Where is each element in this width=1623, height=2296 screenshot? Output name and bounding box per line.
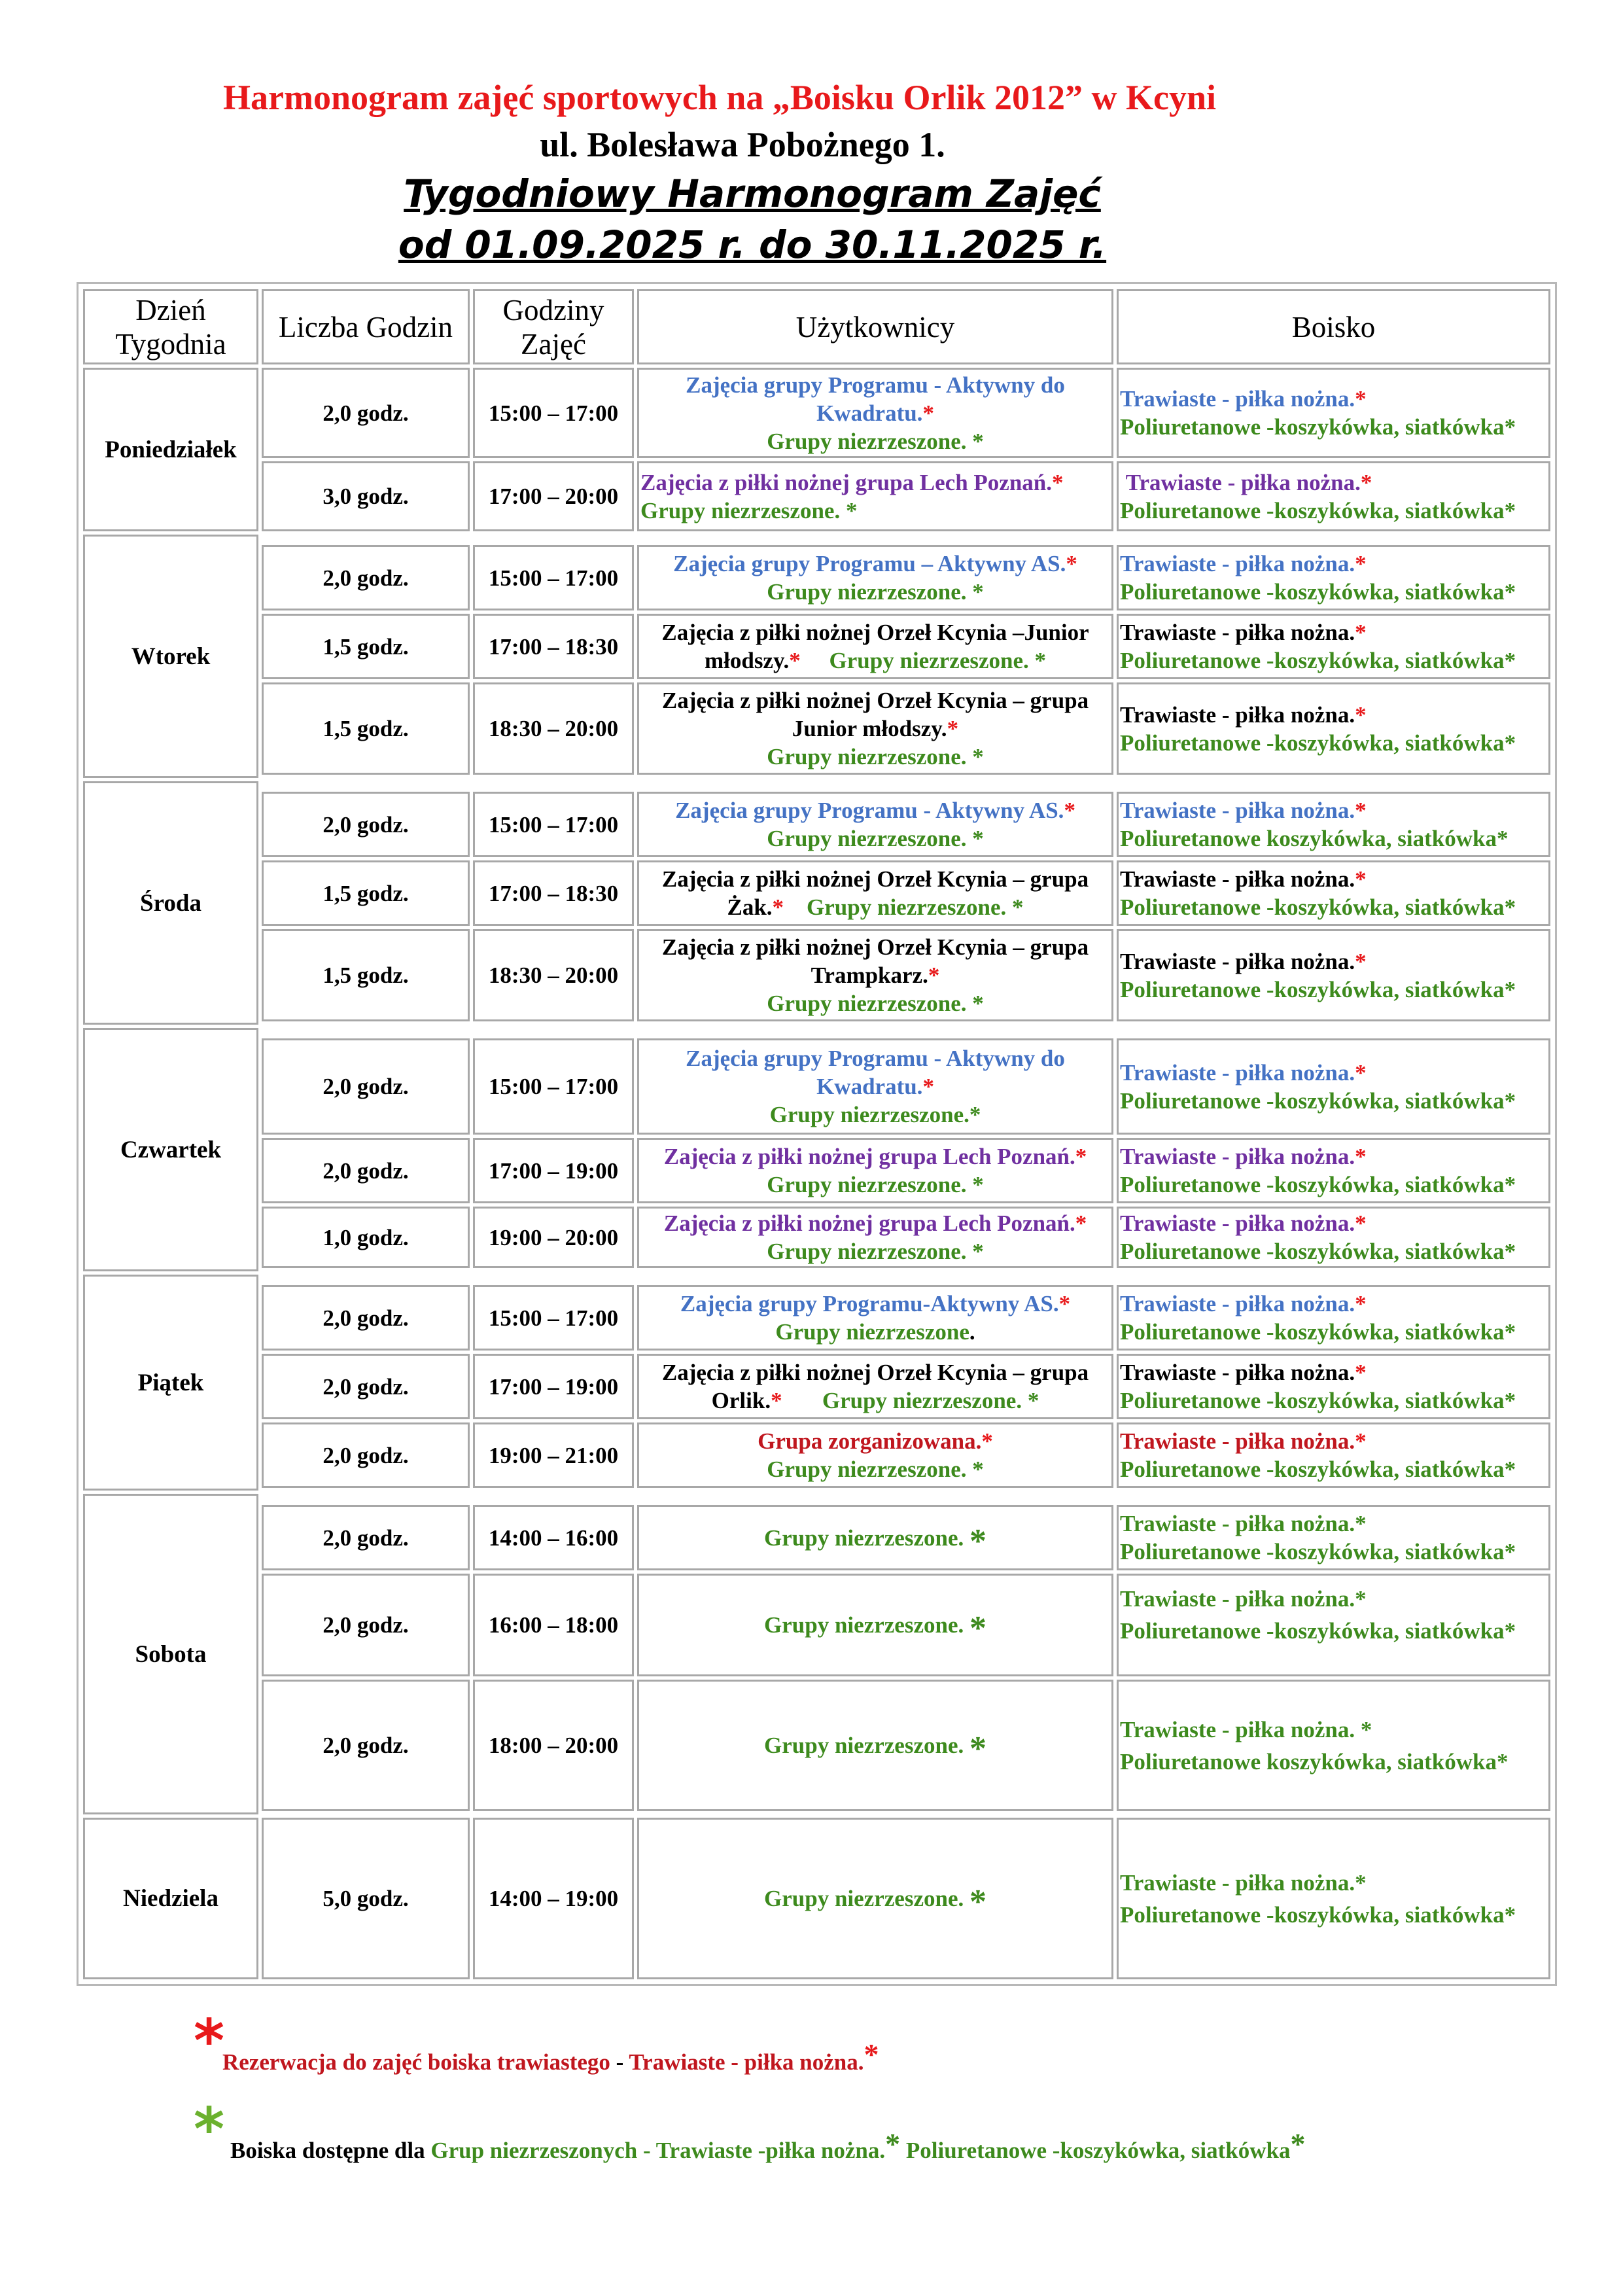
poly-field-label: Poliuretanowe koszykówka, siatkówka bbox=[1120, 1748, 1497, 1775]
unaffiliated-groups: Grupy niezrzeszone. bbox=[767, 1172, 967, 1197]
star-marker: * bbox=[1355, 620, 1367, 645]
time-value: 15:00 – 17:00 bbox=[488, 565, 619, 591]
day-label: Poniedziałek bbox=[105, 436, 237, 463]
star-marker: * bbox=[1504, 1539, 1516, 1564]
hours-cell bbox=[262, 1207, 470, 1268]
hours-cell bbox=[262, 461, 470, 531]
star-marker: * bbox=[1504, 579, 1516, 605]
user-group-text: Zajęcia z piłki nożnej Orzeł Kcynia – grupa bbox=[661, 866, 1089, 892]
star-marker: * bbox=[1360, 469, 1372, 495]
header-times-line2: Zajęć bbox=[521, 327, 586, 361]
grass-field-label: Trawiaste - piłka nożna. bbox=[1120, 1291, 1355, 1316]
hours-value: 2,0 godz. bbox=[323, 1074, 409, 1099]
star-marker: * bbox=[1504, 1319, 1516, 1345]
user-group-text: Zajęcia z piłki nożnej grupa Lech Poznań. bbox=[663, 1144, 1075, 1169]
star-marker: * bbox=[1355, 701, 1367, 728]
users-cell bbox=[637, 368, 1113, 458]
hours-cell bbox=[262, 682, 470, 775]
user-group-text: Zajęcia grupy Programu - Aktywny AS. bbox=[675, 798, 1064, 823]
time-value: 18:30 – 20:00 bbox=[488, 716, 619, 741]
star-marker: * bbox=[972, 579, 984, 605]
star-marker: * bbox=[1504, 894, 1516, 920]
day-tuesday bbox=[83, 535, 258, 778]
time-value: 19:00 – 21:00 bbox=[488, 1442, 619, 1468]
header-hours bbox=[262, 289, 470, 364]
star-marker: * bbox=[1066, 551, 1077, 576]
time-cell bbox=[473, 368, 634, 458]
star-marker: * bbox=[1064, 798, 1075, 823]
star-marker: * bbox=[1355, 1144, 1367, 1169]
time-value: 14:00 – 19:00 bbox=[488, 1886, 619, 1911]
star-marker: * bbox=[789, 648, 801, 673]
star-marker: * bbox=[1504, 730, 1516, 756]
star-marker: * bbox=[1355, 1428, 1367, 1454]
user-group-text: Żak. bbox=[727, 894, 773, 920]
grass-field-label: Trawiaste - piłka nożna. bbox=[1120, 701, 1355, 728]
time-value: 16:00 – 18:00 bbox=[488, 1612, 619, 1638]
hours-cell bbox=[262, 1505, 470, 1570]
star-marker: * bbox=[1355, 1869, 1367, 1896]
star-marker: * bbox=[772, 894, 784, 920]
hours-cell bbox=[262, 1680, 470, 1811]
hours-value: 2,0 godz. bbox=[323, 1157, 409, 1184]
user-group-text: Zajęcia z piłki nożnej grupa Lech Poznań. bbox=[640, 469, 1053, 495]
address: ul. Bolesława Pobożnego 1. bbox=[540, 125, 945, 164]
grass-field-label: Trawiaste - piłka nożna. bbox=[1120, 1511, 1355, 1536]
star-marker: * bbox=[1012, 894, 1024, 920]
hours-value: 2,0 godz. bbox=[323, 1442, 409, 1468]
time-value: 14:00 – 16:00 bbox=[488, 1525, 619, 1551]
day-thursday bbox=[83, 1028, 258, 1271]
poly-field-label: Poliuretanowe -koszykówka, siatkówka bbox=[1120, 894, 1505, 920]
star-marker: * bbox=[1355, 1291, 1367, 1316]
header-times-line1: Godziny bbox=[502, 293, 604, 327]
field-cell bbox=[1117, 929, 1550, 1021]
hours-cell bbox=[262, 1038, 470, 1135]
grass-field-label: Trawiaste - piłka nożna. bbox=[1120, 551, 1355, 576]
schedule-period: od 01.09.2025 r. do 30.11.2025 r. bbox=[398, 222, 1107, 267]
unaffiliated-groups: Grupy niezrzeszone. bbox=[767, 744, 967, 769]
user-group-text: Zajęcia z piłki nożnej Orzeł Kcynia – grupa bbox=[661, 688, 1089, 713]
users-cell bbox=[637, 1038, 1113, 1135]
user-group-text: Junior młodszy. bbox=[792, 716, 947, 741]
star-marker: * bbox=[1034, 648, 1047, 673]
time-cell bbox=[473, 860, 634, 926]
hours-value: 2,0 godz. bbox=[323, 1525, 409, 1551]
time-cell bbox=[473, 1207, 634, 1268]
hours-value: 1,0 godz. bbox=[323, 1224, 409, 1250]
hours-value: 5,0 godz. bbox=[323, 1886, 409, 1911]
grass-field-label: Trawiaste - piłka nożna. bbox=[1120, 948, 1355, 974]
time-value: 18:30 – 20:00 bbox=[488, 963, 619, 988]
star-marker: * bbox=[1052, 469, 1064, 495]
poly-field-label: Poliuretanowe -koszykówka, siatkówka bbox=[1120, 1457, 1505, 1482]
poly-field-label: Poliuretanowe -koszykówka, siatkówka bbox=[1120, 414, 1505, 440]
time-value: 18:00 – 20:00 bbox=[488, 1733, 619, 1758]
hours-value: 1,5 godz. bbox=[323, 716, 409, 741]
hours-value: 2,0 godz. bbox=[323, 1612, 409, 1638]
user-group-text: Grupa zorganizowana. bbox=[758, 1428, 982, 1454]
star-marker: * bbox=[1058, 1291, 1071, 1316]
users-cell bbox=[637, 860, 1113, 926]
poly-field-label: Poliuretanowe -koszykówka, siatkówka bbox=[1120, 976, 1505, 1002]
users-cell bbox=[637, 1207, 1113, 1268]
header-field-label: Boisko bbox=[1291, 310, 1376, 344]
field-cell bbox=[1117, 1574, 1550, 1676]
unaffiliated-groups: Grupy niezrzeszone. bbox=[767, 579, 967, 605]
grass-field-label: Trawiaste - piłka nożna. bbox=[1120, 386, 1355, 412]
star-marker: * bbox=[771, 1388, 782, 1413]
field-cell bbox=[1117, 1422, 1550, 1488]
poly-field-label: Poliuretanowe koszykówka, siatkówka bbox=[1120, 826, 1497, 851]
users-cell bbox=[637, 1422, 1113, 1488]
users-cell bbox=[637, 682, 1113, 775]
hours-value: 1,5 godz. bbox=[323, 963, 409, 988]
star-marker: * bbox=[1504, 1087, 1516, 1114]
grass-field-label: Trawiaste - piłka nożna. bbox=[1120, 798, 1355, 823]
field-cell bbox=[1117, 860, 1550, 926]
user-group-text: Kwadratu. bbox=[816, 1074, 923, 1099]
star-marker: * bbox=[1504, 1172, 1516, 1197]
grass-field-label: Trawiaste - piłka nożna. bbox=[1120, 1869, 1355, 1896]
unaffiliated-groups: Grupy niezrzeszone. bbox=[640, 497, 841, 523]
hours-cell bbox=[262, 1422, 470, 1488]
unaffiliated-groups: Grupy niezrzeszone. bbox=[764, 1733, 964, 1758]
time-cell bbox=[473, 461, 634, 531]
unaffiliated-groups: Grupy niezrzeszone. bbox=[767, 826, 967, 851]
field-cell bbox=[1117, 1207, 1550, 1268]
star-marker: * bbox=[1504, 497, 1516, 523]
field-cell bbox=[1117, 1818, 1550, 1979]
unaffiliated-groups: Grupy niezrzeszone. bbox=[764, 1612, 964, 1638]
star-marker: * bbox=[969, 1610, 986, 1647]
user-group-text: Kwadratu. bbox=[816, 400, 923, 426]
field-cell bbox=[1117, 1138, 1550, 1203]
unaffiliated-groups: Grupy niezrzeszone. bbox=[767, 1239, 967, 1264]
day-sunday bbox=[83, 1818, 258, 1979]
header-times bbox=[473, 289, 634, 364]
poly-field-label: Poliuretanowe -koszykówka, siatkówka bbox=[1120, 1539, 1505, 1564]
hours-cell bbox=[262, 929, 470, 1021]
grass-field-label: Trawiaste - piłka nożna. bbox=[1120, 1428, 1355, 1454]
schedule-subtitle: Tygodniowy Harmonogram Zajęć bbox=[404, 171, 1101, 216]
legend-available-text: Boiska dostępne dla bbox=[230, 2138, 431, 2163]
user-group-text: Zajęcia z piłki nożnej Orzeł Kcynia – grupa bbox=[661, 934, 1089, 960]
legend-grass-text: Trawiaste -piłka nożna. bbox=[655, 2138, 886, 2163]
star-marker: * bbox=[972, 1172, 984, 1197]
field-cell bbox=[1117, 792, 1550, 857]
time-cell bbox=[473, 1138, 634, 1203]
unaffiliated-groups: Grupy niezrzeszone. bbox=[764, 1525, 964, 1551]
period-mark: . bbox=[969, 1319, 975, 1345]
page-title: Harmonogram zajęć sportowych na „Boisku Orlik 2012” w Kcyni bbox=[223, 78, 1216, 117]
poly-field-label: Poliuretanowe -koszykówka, siatkówka bbox=[1120, 1618, 1505, 1644]
header-day bbox=[83, 289, 258, 364]
hours-value: 2,0 godz. bbox=[323, 1733, 409, 1758]
grass-field-label: Trawiaste - piłka nożna. bbox=[1120, 620, 1355, 645]
star-marker: * bbox=[1290, 2127, 1306, 2161]
grass-field-label: Trawiaste - piłka nożna. bbox=[1120, 1144, 1355, 1169]
day-label: Niedziela bbox=[123, 1885, 218, 1912]
red-asterisk-icon: * bbox=[194, 2007, 225, 2075]
hours-cell bbox=[262, 1354, 470, 1419]
day-saturday bbox=[83, 1494, 258, 1814]
field-cell bbox=[1117, 545, 1550, 610]
star-marker: * bbox=[972, 991, 984, 1016]
star-marker: * bbox=[972, 826, 984, 851]
time-cell bbox=[473, 1422, 634, 1488]
star-marker: * bbox=[1504, 1388, 1516, 1413]
time-cell bbox=[473, 1038, 634, 1135]
users-cell bbox=[637, 545, 1113, 610]
user-group-text: Zajęcia z piłki nożnej Orzeł Kcynia –Junior bbox=[661, 620, 1089, 645]
unaffiliated-groups: Grupy niezrzeszone. bbox=[829, 648, 1029, 673]
star-marker: * bbox=[972, 428, 984, 454]
legend-reservation-text: Rezerwacja do zajęć boiska trawiastego bbox=[222, 2049, 610, 2075]
star-marker: * bbox=[1360, 1716, 1372, 1742]
unaffiliated-groups: Grupy niezrzeszone. bbox=[767, 1457, 967, 1482]
user-group-text: Zajęcia grupy Programu-Aktywny AS. bbox=[680, 1291, 1059, 1316]
field-cell bbox=[1117, 1354, 1550, 1419]
poly-field-label: Poliuretanowe -koszykówka, siatkówka bbox=[1120, 1172, 1505, 1197]
time-value: 15:00 – 17:00 bbox=[488, 811, 619, 838]
time-cell bbox=[473, 614, 634, 679]
grass-field-label: Trawiaste - piłka nożna. bbox=[1120, 866, 1355, 892]
star-marker: * bbox=[972, 1457, 984, 1482]
grass-field-label: Trawiaste - piłka nożna. bbox=[1125, 469, 1361, 495]
star-marker: * bbox=[928, 963, 940, 988]
field-cell bbox=[1117, 1680, 1550, 1811]
field-cell bbox=[1117, 682, 1550, 775]
time-value: 15:00 – 17:00 bbox=[488, 1074, 619, 1099]
star-marker: * bbox=[1355, 866, 1367, 892]
users-cell bbox=[637, 1138, 1113, 1203]
hours-value: 2,0 godz. bbox=[323, 811, 409, 838]
star-marker: * bbox=[1496, 1748, 1509, 1775]
time-cell bbox=[473, 1354, 634, 1419]
header-field bbox=[1117, 289, 1550, 364]
poly-field-label: Poliuretanowe -koszykówka, siatkówka bbox=[1120, 579, 1505, 605]
hours-value: 2,0 godz. bbox=[323, 565, 409, 591]
poly-field-label: Poliuretanowe -koszykówka, siatkówka bbox=[1120, 730, 1505, 756]
users-cell bbox=[637, 1354, 1113, 1419]
hours-value: 2,0 godz. bbox=[323, 400, 409, 426]
star-marker: * bbox=[1355, 948, 1367, 974]
time-cell bbox=[473, 545, 634, 610]
user-group-text: Zajęcia grupy Programu - Aktywny do bbox=[686, 1046, 1065, 1071]
day-monday bbox=[83, 368, 258, 531]
field-cell bbox=[1117, 368, 1550, 458]
poly-field-label: Poliuretanowe -koszykówka, siatkówka bbox=[1120, 1319, 1505, 1345]
time-value: 17:00 – 18:30 bbox=[488, 880, 619, 906]
star-marker: * bbox=[981, 1428, 993, 1454]
star-marker: * bbox=[1075, 1144, 1087, 1169]
users-cell bbox=[637, 792, 1113, 857]
users-cell bbox=[637, 929, 1113, 1021]
poly-field-label: Poliuretanowe -koszykówka, siatkówka bbox=[1120, 648, 1505, 673]
hours-cell bbox=[262, 792, 470, 857]
unaffiliated-groups: Grupy niezrzeszone. bbox=[764, 1886, 964, 1911]
hours-cell bbox=[262, 545, 470, 610]
users-cell bbox=[637, 1574, 1113, 1676]
field-cell bbox=[1117, 461, 1550, 531]
star-marker: * bbox=[922, 400, 934, 426]
day-label: Sobota bbox=[135, 1640, 207, 1668]
star-marker: * bbox=[1355, 1586, 1367, 1612]
legend-reservation bbox=[194, 2007, 1109, 2077]
users-cell bbox=[637, 1505, 1113, 1570]
grass-field-label: Trawiaste - piłka nożna. bbox=[1120, 1716, 1361, 1742]
hours-cell bbox=[262, 1818, 470, 1979]
unaffiliated-groups: Grupy niezrzeszone. bbox=[769, 1102, 969, 1127]
star-marker: * bbox=[972, 1239, 984, 1264]
star-marker: * bbox=[1504, 1239, 1516, 1264]
grass-field-label: Trawiaste - piłka nożna. bbox=[1120, 1059, 1355, 1086]
star-marker: * bbox=[969, 1522, 986, 1560]
day-label: Czwartek bbox=[120, 1136, 222, 1163]
field-cell bbox=[1117, 1285, 1550, 1351]
poly-field-label: Poliuretanowe -koszykówka, siatkówka bbox=[1120, 1239, 1505, 1264]
star-marker: * bbox=[845, 497, 858, 523]
star-marker: * bbox=[1355, 1059, 1367, 1086]
star-marker: * bbox=[1355, 386, 1367, 412]
user-group-text: Zajęcia grupy Programu – Aktywny AS. bbox=[673, 551, 1066, 576]
users-cell bbox=[637, 614, 1113, 679]
star-marker: * bbox=[969, 1102, 981, 1127]
hours-cell bbox=[262, 1574, 470, 1676]
user-group-text: Zajęcia z piłki nożnej Orzeł Kcynia – grupa bbox=[661, 1360, 1089, 1385]
day-friday bbox=[83, 1275, 258, 1491]
time-cell bbox=[473, 682, 634, 775]
users-cell bbox=[637, 1818, 1113, 1979]
star-marker: * bbox=[1504, 1457, 1516, 1482]
star-marker: * bbox=[1355, 798, 1367, 823]
time-cell bbox=[473, 929, 634, 1021]
header-day-line2: Tygodnia bbox=[115, 327, 226, 361]
time-cell bbox=[473, 1818, 634, 1979]
star-marker: * bbox=[1355, 1511, 1367, 1536]
star-marker: * bbox=[969, 1883, 986, 1920]
time-cell bbox=[473, 1285, 634, 1351]
time-value: 17:00 – 18:30 bbox=[488, 633, 619, 660]
star-marker: * bbox=[922, 1074, 934, 1099]
user-group-text: Zajęcia grupy Programu - Aktywny do bbox=[686, 372, 1065, 398]
star-marker: * bbox=[947, 716, 959, 741]
hours-value: 3,0 godz. bbox=[323, 484, 409, 509]
hours-value: 1,5 godz. bbox=[323, 633, 409, 660]
legend-separator: - bbox=[610, 2049, 629, 2075]
user-group-text: Zajęcia z piłki nożnej grupa Lech Poznań. bbox=[663, 1210, 1075, 1236]
legend-unaffiliated bbox=[194, 2095, 1437, 2166]
time-value: 17:00 – 19:00 bbox=[488, 1157, 619, 1184]
time-cell bbox=[473, 1680, 634, 1811]
star-marker: * bbox=[864, 2038, 879, 2071]
star-marker: * bbox=[1504, 1901, 1516, 1928]
hours-cell bbox=[262, 614, 470, 679]
user-group-text: Trampkarz. bbox=[811, 963, 928, 988]
star-marker: * bbox=[1355, 551, 1367, 576]
hours-cell bbox=[262, 1285, 470, 1351]
star-marker: * bbox=[1355, 1210, 1367, 1236]
star-marker: * bbox=[1355, 1360, 1367, 1385]
hours-cell bbox=[262, 860, 470, 926]
star-marker: * bbox=[1504, 414, 1516, 440]
users-cell bbox=[637, 1680, 1113, 1811]
day-label: Wtorek bbox=[131, 643, 211, 670]
unaffiliated-groups: Grupy niezrzeszone. bbox=[767, 991, 967, 1016]
hours-value: 1,5 godz. bbox=[323, 880, 409, 906]
star-marker: * bbox=[885, 2127, 901, 2161]
time-value: 15:00 – 17:00 bbox=[488, 1305, 619, 1331]
time-value: 17:00 – 20:00 bbox=[488, 484, 619, 509]
hours-value: 2,0 godz. bbox=[323, 1373, 409, 1400]
user-group-text: Orlik. bbox=[711, 1388, 771, 1413]
star-marker: * bbox=[969, 1730, 986, 1767]
users-cell bbox=[637, 1285, 1113, 1351]
grass-field-label: Trawiaste - piłka nożna. bbox=[1120, 1360, 1355, 1385]
grass-field-label: Trawiaste - piłka nożna. bbox=[1120, 1586, 1355, 1612]
hours-cell bbox=[262, 368, 470, 458]
star-marker: * bbox=[1504, 648, 1516, 673]
star-marker: * bbox=[1027, 1388, 1039, 1413]
legend-unaffiliated-text: Grup niezrzeszonych - bbox=[430, 2138, 656, 2163]
field-cell bbox=[1117, 614, 1550, 679]
field-cell bbox=[1117, 1038, 1550, 1135]
legend-poly-text: Poliuretanowe -koszykówka, siatkówka bbox=[900, 2138, 1291, 2163]
poly-field-label: Poliuretanowe -koszykówka, siatkówka bbox=[1120, 1901, 1505, 1928]
time-value: 17:00 – 19:00 bbox=[488, 1373, 619, 1400]
poly-field-label: Poliuretanowe -koszykówka, siatkówka bbox=[1120, 497, 1505, 523]
hours-value: 2,0 godz. bbox=[323, 1305, 409, 1331]
star-marker: * bbox=[1075, 1210, 1087, 1236]
legend-grass-text: Trawiaste - piłka nożna. bbox=[629, 2049, 864, 2075]
time-value: 19:00 – 20:00 bbox=[488, 1224, 619, 1250]
header-users bbox=[637, 289, 1113, 364]
poly-field-label: Poliuretanowe -koszykówka, siatkówka bbox=[1120, 1388, 1505, 1413]
hours-cell bbox=[262, 1138, 470, 1203]
header-hours-label: Liczba Godzin bbox=[278, 310, 453, 344]
star-marker: * bbox=[972, 744, 984, 769]
star-marker: * bbox=[1504, 976, 1516, 1002]
day-wednesday bbox=[83, 781, 258, 1025]
time-value: 15:00 – 17:00 bbox=[488, 400, 619, 426]
users-cell bbox=[637, 461, 1113, 531]
green-asterisk-icon: * bbox=[194, 2095, 225, 2164]
header-users-label: Użytkownicy bbox=[795, 310, 955, 344]
field-cell bbox=[1117, 1505, 1550, 1570]
user-group-text: młodszy. bbox=[704, 648, 790, 673]
day-label: Piątek bbox=[137, 1369, 204, 1396]
unaffiliated-groups: Grupy niezrzeszone. bbox=[822, 1388, 1022, 1413]
unaffiliated-groups: Grupy niezrzeszone bbox=[775, 1319, 969, 1345]
day-label: Środa bbox=[140, 889, 201, 917]
time-cell bbox=[473, 792, 634, 857]
poly-field-label: Poliuretanowe -koszykówka, siatkówka bbox=[1120, 1087, 1505, 1114]
time-cell bbox=[473, 1574, 634, 1676]
unaffiliated-groups: Grupy niezrzeszone. bbox=[807, 894, 1007, 920]
unaffiliated-groups: Grupy niezrzeszone. bbox=[767, 428, 967, 454]
time-cell bbox=[473, 1505, 634, 1570]
star-marker: * bbox=[1504, 1618, 1516, 1644]
grass-field-label: Trawiaste - piłka nożna. bbox=[1120, 1210, 1355, 1236]
star-marker: * bbox=[1496, 826, 1509, 851]
header-day-line1: Dzień bbox=[135, 293, 206, 327]
